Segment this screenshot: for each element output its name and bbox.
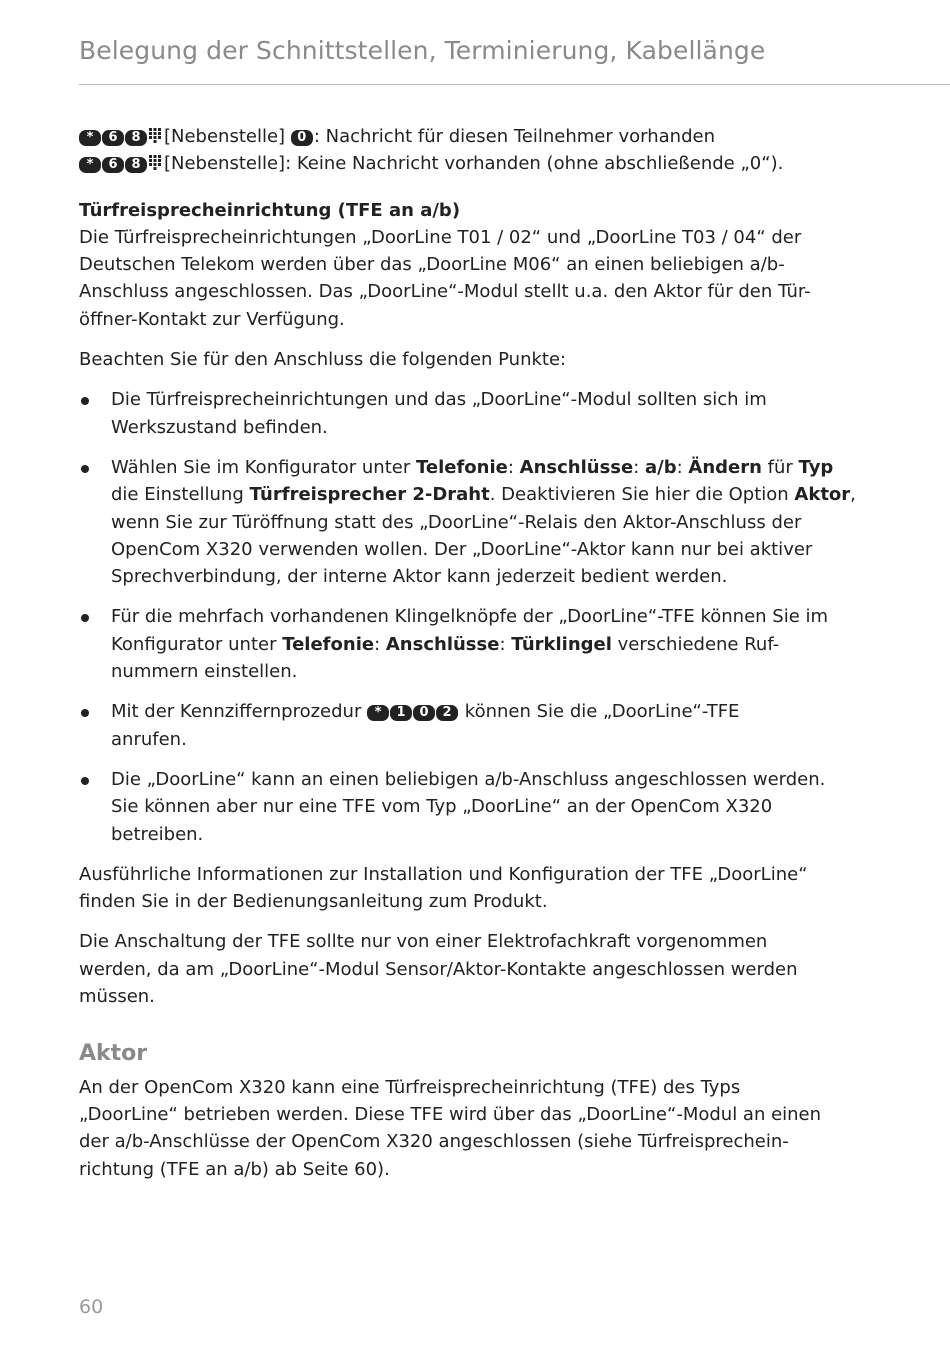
hash-key-icon xyxy=(148,154,162,170)
text-line: richtung (TFE an a/b) ab Seite 60). xyxy=(79,1158,390,1180)
text-line xyxy=(111,454,879,481)
text-run: : xyxy=(676,456,689,478)
menu-path-anschluesse: Anschlüsse xyxy=(519,456,634,478)
text-line: finden Sie in der Bedienungsanleitung zum Produkt. xyxy=(79,891,548,913)
text-line: werden, da am „DoorLine“-Modul Sensor/Aktor-Kontakte angeschlossen werden xyxy=(79,958,798,980)
code-param: [Nebenstelle] xyxy=(164,126,291,147)
key-2: 2 xyxy=(436,705,458,721)
menu-path-telefonie: Telefonie xyxy=(415,456,508,478)
field-typ: Typ xyxy=(798,456,834,478)
text-line: Die „DoorLine“ kann an einen beliebigen a/b-Anschluss angeschlossen werden. xyxy=(111,768,826,790)
key-star: * xyxy=(79,157,101,173)
text-run: Wählen Sie im Konfigurator unter xyxy=(111,456,416,478)
text-line: Sie können aber nur eine TFE vom Typ „DoorLine“ an der OpenCom X320 xyxy=(111,796,773,818)
text-line: Ausführliche Informationen zur Installation und Konfiguration der TFE „DoorLine“ xyxy=(79,863,808,885)
bullet-icon xyxy=(81,777,89,785)
key-1: 1 xyxy=(390,705,412,721)
bullet-icon xyxy=(81,614,89,622)
text-line: wenn Sie zur Türöffnung statt des „DoorLine“-Relais den Aktor-Anschluss der xyxy=(111,511,802,533)
option-aktor: Aktor xyxy=(794,484,851,506)
code-line-message xyxy=(79,123,879,150)
section-heading-aktor: Aktor xyxy=(79,1041,148,1067)
code-param: [Nebenstelle] xyxy=(164,153,286,175)
text-run: , xyxy=(850,484,856,506)
text-line: Anschluss angeschlossen. Das „DoorLine“-Modul stellt u.a. den Aktor für den Tür- xyxy=(79,281,811,303)
text-run: verschiedene Ruf- xyxy=(611,633,780,655)
code-description: : Keine Nachricht vorhanden (ohne abschließende „0“). xyxy=(285,153,784,175)
text-run: : xyxy=(499,633,512,655)
text-line: OpenCom X320 verwenden wollen. Der „DoorLine“-Aktor kann nur bei aktiver xyxy=(111,538,813,560)
menu-path-ab: a/b xyxy=(645,456,677,478)
text-line: Die Türfreisprecheinrichtungen „DoorLine T01 / 02“ und „DoorLine T03 / 04“ der xyxy=(79,226,802,248)
setting-tuerfreisprecher: Türfreisprecher 2-Draht xyxy=(249,484,490,506)
menu-path-aendern: Ändern xyxy=(688,456,762,478)
list-item xyxy=(79,698,879,753)
text-line xyxy=(111,481,879,508)
list-item xyxy=(79,454,879,590)
aktor-paragraph xyxy=(79,1074,879,1183)
text-run: können Sie die „DoorLine“-TFE xyxy=(459,701,740,723)
header-divider xyxy=(79,84,950,85)
hash-key-icon xyxy=(148,127,162,143)
text-line: An der OpenCom X320 kann eine Türfreisprecheinrichtung (TFE) des Typs xyxy=(79,1076,741,1098)
page-content xyxy=(79,123,879,1196)
text-line: öffner-Kontakt zur Verfügung. xyxy=(79,308,345,330)
text-run: . Deaktivieren Sie hier die Option xyxy=(489,484,795,506)
bullet-list xyxy=(79,386,879,847)
lead-text: Beachten Sie für den Anschluss die folgenden Punkte: xyxy=(79,349,567,371)
text-line: Für die mehrfach vorhandenen Klingelknöpfe der „DoorLine“-TFE können Sie im xyxy=(111,606,829,628)
text-line: Deutschen Telekom werden über das „DoorLine M06“ an einen beliebigen a/b- xyxy=(79,254,785,276)
page-title: Belegung der Schnittstellen, Terminierung, Kabellänge xyxy=(79,36,766,65)
list-item xyxy=(79,603,879,685)
text-line: anrufen. xyxy=(111,728,187,750)
key-0: 0 xyxy=(291,130,313,146)
key-0: 0 xyxy=(413,705,435,721)
text-line xyxy=(111,698,879,725)
text-run: für xyxy=(761,456,799,478)
text-line: müssen. xyxy=(79,986,155,1008)
text-run: Konfigurator unter xyxy=(111,633,283,655)
text-line: „DoorLine“ betrieben werden. Diese TFE wird über das „DoorLine“-Modul an einen xyxy=(79,1103,822,1125)
text-run: : xyxy=(507,456,520,478)
tfe-intro xyxy=(79,197,879,333)
key-6: 6 xyxy=(102,157,124,173)
text-line: der a/b-Anschlüsse der OpenCom X320 angeschlossen (siehe Türfreisprechein- xyxy=(79,1131,789,1153)
page-header xyxy=(79,36,950,65)
key-6: 6 xyxy=(102,130,124,146)
list-item xyxy=(79,386,879,441)
key-star: * xyxy=(79,130,101,146)
bullet-icon xyxy=(81,397,89,405)
text-run: Mit der Kennziffernprozedur xyxy=(111,701,368,723)
section-subheading: Türfreisprecheinrichtung (TFE an a/b) xyxy=(79,199,461,221)
electrician-paragraph xyxy=(79,928,879,1010)
menu-path-anschluesse: Anschlüsse xyxy=(385,633,500,655)
text-run: : xyxy=(633,456,646,478)
text-line: Die Türfreisprecheinrichtungen und das „DoorLine“-Modul sollten sich im xyxy=(111,389,767,411)
code-line-no-message xyxy=(79,150,879,177)
text-line: Werkszustand befinden. xyxy=(111,416,328,438)
text-run: die Einstellung xyxy=(111,484,250,506)
text-line: Sprechverbindung, der interne Aktor kann jederzeit bedient werden. xyxy=(111,566,728,588)
text-line: Die Anschaltung der TFE sollte nur von einer Elektrofachkraft vorgenommen xyxy=(79,931,768,953)
text-line xyxy=(111,631,879,658)
menu-path-tuerklingel: Türklingel xyxy=(511,633,612,655)
key-8: 8 xyxy=(125,157,147,173)
bullet-icon xyxy=(81,465,89,473)
key-star: * xyxy=(367,705,389,721)
info-paragraph xyxy=(79,861,879,916)
text-line: nummern einstellen. xyxy=(111,661,298,683)
page-number: 60 xyxy=(79,1296,104,1318)
key-8: 8 xyxy=(125,130,147,146)
code-description: : Nachricht für diesen Teilnehmer vorhanden xyxy=(313,126,715,147)
text-line: betreiben. xyxy=(111,823,204,845)
bullet-icon xyxy=(81,709,89,717)
text-run: : xyxy=(374,633,386,655)
list-item xyxy=(79,766,879,848)
menu-path-telefonie: Telefonie xyxy=(282,633,375,655)
